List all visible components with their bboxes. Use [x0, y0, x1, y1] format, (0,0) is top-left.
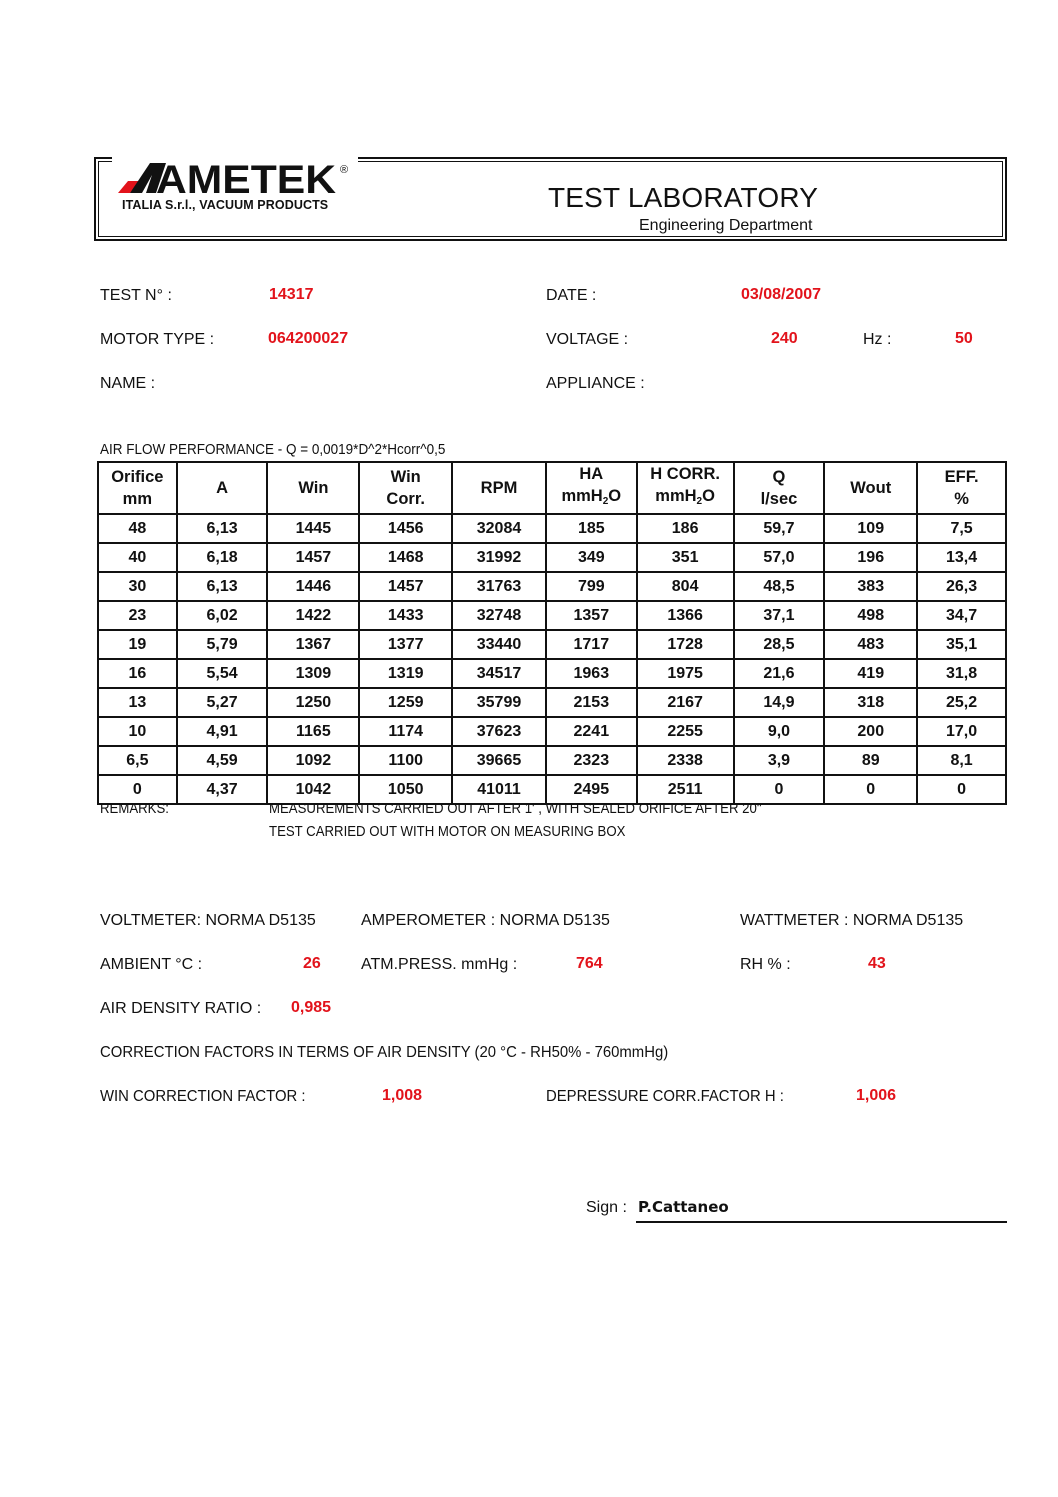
column-header-line1: A: [216, 479, 229, 497]
table-cell: 31,8: [917, 659, 1006, 688]
signature-name: P.Cattaneo: [638, 1198, 729, 1216]
atm-press-value: 764: [576, 955, 603, 972]
table-cell: 799: [546, 572, 637, 601]
table-cell: 185: [546, 514, 637, 543]
unit-text: Corr.: [386, 490, 425, 508]
ambient-value: 26: [303, 955, 321, 972]
table-cell: 1717: [546, 630, 637, 659]
table-cell: 483: [824, 630, 917, 659]
table-cell: 7,5: [917, 514, 1006, 543]
remarks-line-1: MEASUREMENTS CARRIED OUT AFTER 1' , WITH SEALED ORIFICE AFTER 20": [269, 800, 762, 817]
unit-subscript: 2: [602, 496, 609, 507]
unit-tail: O: [608, 487, 622, 505]
table-cell: 1377: [359, 630, 452, 659]
table-cell: 1050: [359, 775, 452, 804]
ambient-label: AMBIENT °C :: [100, 956, 203, 973]
table-cell: 1728: [637, 630, 734, 659]
column-header-line1: EFF.: [944, 468, 979, 486]
table-cell: 0: [824, 775, 917, 804]
page-title: TEST LABORATORY: [548, 182, 819, 213]
table-row: [98, 746, 1006, 775]
column-header: [452, 462, 546, 514]
table-cell: 5,27: [177, 688, 268, 717]
unit-text: mm: [122, 490, 153, 508]
table-cell: 383: [824, 572, 917, 601]
table-cell: 28,5: [734, 630, 825, 659]
atm-press-label: ATM.PRESS. mmHg :: [361, 956, 518, 973]
table-cell: 1174: [359, 717, 452, 746]
rh-label: RH % :: [740, 956, 791, 973]
table-cell: 6,5: [98, 746, 177, 775]
table-cell: 5,54: [177, 659, 268, 688]
column-header: [267, 462, 359, 514]
column-header: [98, 462, 177, 514]
date-label: DATE :: [546, 287, 597, 304]
depressure-label: DEPRESSURE CORR.FACTOR H :: [546, 1088, 784, 1105]
table-cell: 4,59: [177, 746, 268, 775]
hz-label: Hz :: [863, 331, 892, 348]
table-cell: 1367: [267, 630, 359, 659]
sign-label: Sign :: [586, 1199, 627, 1216]
table-cell: 1165: [267, 717, 359, 746]
table-header-row: [98, 462, 1006, 514]
column-header: [824, 462, 917, 514]
column-header-line1: HA: [579, 465, 604, 483]
column-header-line1: Orifice: [111, 468, 164, 486]
column-header: [734, 462, 825, 514]
signature-line: [636, 1221, 1007, 1223]
table-cell: 37623: [452, 717, 546, 746]
table-cell: 804: [637, 572, 734, 601]
table-cell: 2338: [637, 746, 734, 775]
table-cell: 37,1: [734, 601, 825, 630]
table-cell: 13: [98, 688, 177, 717]
table-cell: 31992: [452, 543, 546, 572]
unit-text: mmH: [561, 487, 603, 505]
column-header: [177, 462, 268, 514]
table-cell: 1457: [359, 572, 452, 601]
air-density-value: 0,985: [291, 999, 332, 1016]
table-cell: 1357: [546, 601, 637, 630]
test-no-label: TEST N° :: [100, 287, 172, 304]
brand-wordmark: AMETEK: [156, 159, 337, 197]
date-value: 03/08/2007: [741, 286, 822, 303]
table-body: [98, 514, 1006, 804]
table-row: [98, 717, 1006, 746]
table-cell: 0: [917, 775, 1006, 804]
table-cell: 4,37: [177, 775, 268, 804]
column-header-line1: Win: [390, 468, 421, 486]
table-cell: 21,6: [734, 659, 825, 688]
table-cell: 2167: [637, 688, 734, 717]
hz-value: 50: [955, 330, 973, 347]
table-cell: 1963: [546, 659, 637, 688]
column-header: [637, 462, 734, 514]
unit-text: mmH: [655, 487, 697, 505]
motor-type-label: MOTOR TYPE :: [100, 331, 215, 348]
table-cell: 2511: [637, 775, 734, 804]
table-cell: 349: [546, 543, 637, 572]
table-cell: 34,7: [917, 601, 1006, 630]
unit-text: %: [954, 490, 969, 508]
table-cell: 1042: [267, 775, 359, 804]
table-row: [98, 688, 1006, 717]
table-row: [98, 630, 1006, 659]
table-cell: 1457: [267, 543, 359, 572]
column-header-line2: [547, 485, 636, 513]
table-cell: 1309: [267, 659, 359, 688]
ametek-logo: [112, 156, 358, 218]
table-cell: 31763: [452, 572, 546, 601]
test-no-value: 14317: [269, 286, 314, 303]
air-density-label: AIR DENSITY RATIO :: [100, 1000, 262, 1017]
table-cell: 186: [637, 514, 734, 543]
correction-note: CORRECTION FACTORS IN TERMS OF AIR DENSITY (20 °C - RH50% - 760mmHg): [100, 1044, 669, 1061]
table-cell: 3,9: [734, 746, 825, 775]
table-cell: 35799: [452, 688, 546, 717]
table-cell: 32084: [452, 514, 546, 543]
table-cell: 30: [98, 572, 177, 601]
table-cell: 1456: [359, 514, 452, 543]
table-cell: 40: [98, 543, 177, 572]
table-cell: 2255: [637, 717, 734, 746]
column-header-line1: Wout: [850, 479, 892, 497]
table-cell: 6,13: [177, 572, 268, 601]
voltmeter-info: VOLTMETER: NORMA D5135: [100, 912, 316, 929]
unit-tail: O: [702, 487, 715, 505]
brand-subtitle: ITALIA S.r.l., VACUUM PRODUCTS: [122, 198, 329, 212]
table-cell: 39665: [452, 746, 546, 775]
table-cell: 25,2: [917, 688, 1006, 717]
table-cell: 26,3: [917, 572, 1006, 601]
table-cell: 1468: [359, 543, 452, 572]
table-cell: 1092: [267, 746, 359, 775]
table-cell: 2241: [546, 717, 637, 746]
table-cell: 2495: [546, 775, 637, 804]
name-label: NAME :: [100, 375, 156, 392]
table-cell: 109: [824, 514, 917, 543]
table-cell: 14,9: [734, 688, 825, 717]
table-cell: 13,4: [917, 543, 1006, 572]
column-header-line1: RPM: [480, 479, 518, 497]
table-cell: 23: [98, 601, 177, 630]
table-cell: 1422: [267, 601, 359, 630]
table-cell: 6,18: [177, 543, 268, 572]
table-cell: 48: [98, 514, 177, 543]
column-header-line2: [360, 488, 451, 510]
table-cell: 0: [734, 775, 825, 804]
table-cell: 200: [824, 717, 917, 746]
table-cell: 6,13: [177, 514, 268, 543]
win-correction-label: WIN CORRECTION FACTOR :: [100, 1088, 306, 1105]
table-cell: 419: [824, 659, 917, 688]
table-cell: 1433: [359, 601, 452, 630]
table-cell: 19: [98, 630, 177, 659]
table-cell: 2153: [546, 688, 637, 717]
column-header: [546, 462, 637, 514]
column-header-line2: [735, 488, 824, 510]
table-cell: 196: [824, 543, 917, 572]
table-caption: AIR FLOW PERFORMANCE - Q = 0,0019*D^2*Hcorr^0,5: [100, 441, 446, 458]
table-row: [98, 514, 1006, 543]
table-cell: 32748: [452, 601, 546, 630]
unit-subscript: 2: [696, 496, 703, 507]
table-cell: 1250: [267, 688, 359, 717]
table-cell: 351: [637, 543, 734, 572]
table-cell: 59,7: [734, 514, 825, 543]
table-row: [98, 543, 1006, 572]
unit-text: l/sec: [760, 490, 798, 508]
table-cell: 34517: [452, 659, 546, 688]
table-cell: 318: [824, 688, 917, 717]
table-cell: 57,0: [734, 543, 825, 572]
column-header-line1: Win: [298, 479, 329, 497]
table-cell: 1975: [637, 659, 734, 688]
department-label: Engineering Department: [639, 217, 813, 234]
remarks-line-2: TEST CARRIED OUT WITH MOTOR ON MEASURING BOX: [269, 823, 626, 840]
table-cell: 1100: [359, 746, 452, 775]
table-cell: 48,5: [734, 572, 825, 601]
table-cell: 9,0: [734, 717, 825, 746]
column-header-line1: H CORR.: [650, 465, 720, 483]
table-row: [98, 659, 1006, 688]
remarks-label: REMARKS:: [100, 800, 169, 817]
table-cell: 1445: [267, 514, 359, 543]
voltage-label: VOLTAGE :: [546, 331, 629, 348]
table-cell: 1366: [637, 601, 734, 630]
appliance-label: APPLIANCE :: [546, 375, 645, 392]
column-header-line1: Q: [772, 468, 786, 486]
table-cell: 5,79: [177, 630, 268, 659]
column-header: [359, 462, 452, 514]
column-header: [917, 462, 1006, 514]
table-row: [98, 572, 1006, 601]
table-cell: 1259: [359, 688, 452, 717]
table-cell: 0: [98, 775, 177, 804]
table-cell: 17,0: [917, 717, 1006, 746]
table-cell: 2323: [546, 746, 637, 775]
table-cell: 6,02: [177, 601, 268, 630]
table-cell: 1319: [359, 659, 452, 688]
amperometer-info: AMPEROMETER : NORMA D5135: [361, 912, 610, 929]
table-cell: 41011: [452, 775, 546, 804]
table-cell: 33440: [452, 630, 546, 659]
table-row: [98, 601, 1006, 630]
table-cell: 4,91: [177, 717, 268, 746]
column-header-line2: [638, 485, 733, 513]
ametek-logo-mark-icon: [116, 159, 356, 197]
depressure-value: 1,006: [856, 1087, 897, 1104]
table-cell: 10: [98, 717, 177, 746]
performance-table: [97, 461, 1007, 805]
motor-type-value: 064200027: [268, 330, 349, 347]
table-cell: 89: [824, 746, 917, 775]
win-correction-value: 1,008: [382, 1087, 423, 1104]
voltage-value: 240: [771, 330, 798, 347]
table-cell: 498: [824, 601, 917, 630]
table-cell: 35,1: [917, 630, 1006, 659]
wattmeter-info: WATTMETER : NORMA D5135: [740, 912, 964, 929]
table-cell: 8,1: [917, 746, 1006, 775]
table-cell: 1446: [267, 572, 359, 601]
rh-value: 43: [868, 955, 886, 972]
table-cell: 16: [98, 659, 177, 688]
registered-mark: ®: [340, 164, 349, 176]
column-header-line2: [99, 488, 176, 510]
column-header-line2: [918, 488, 1005, 510]
